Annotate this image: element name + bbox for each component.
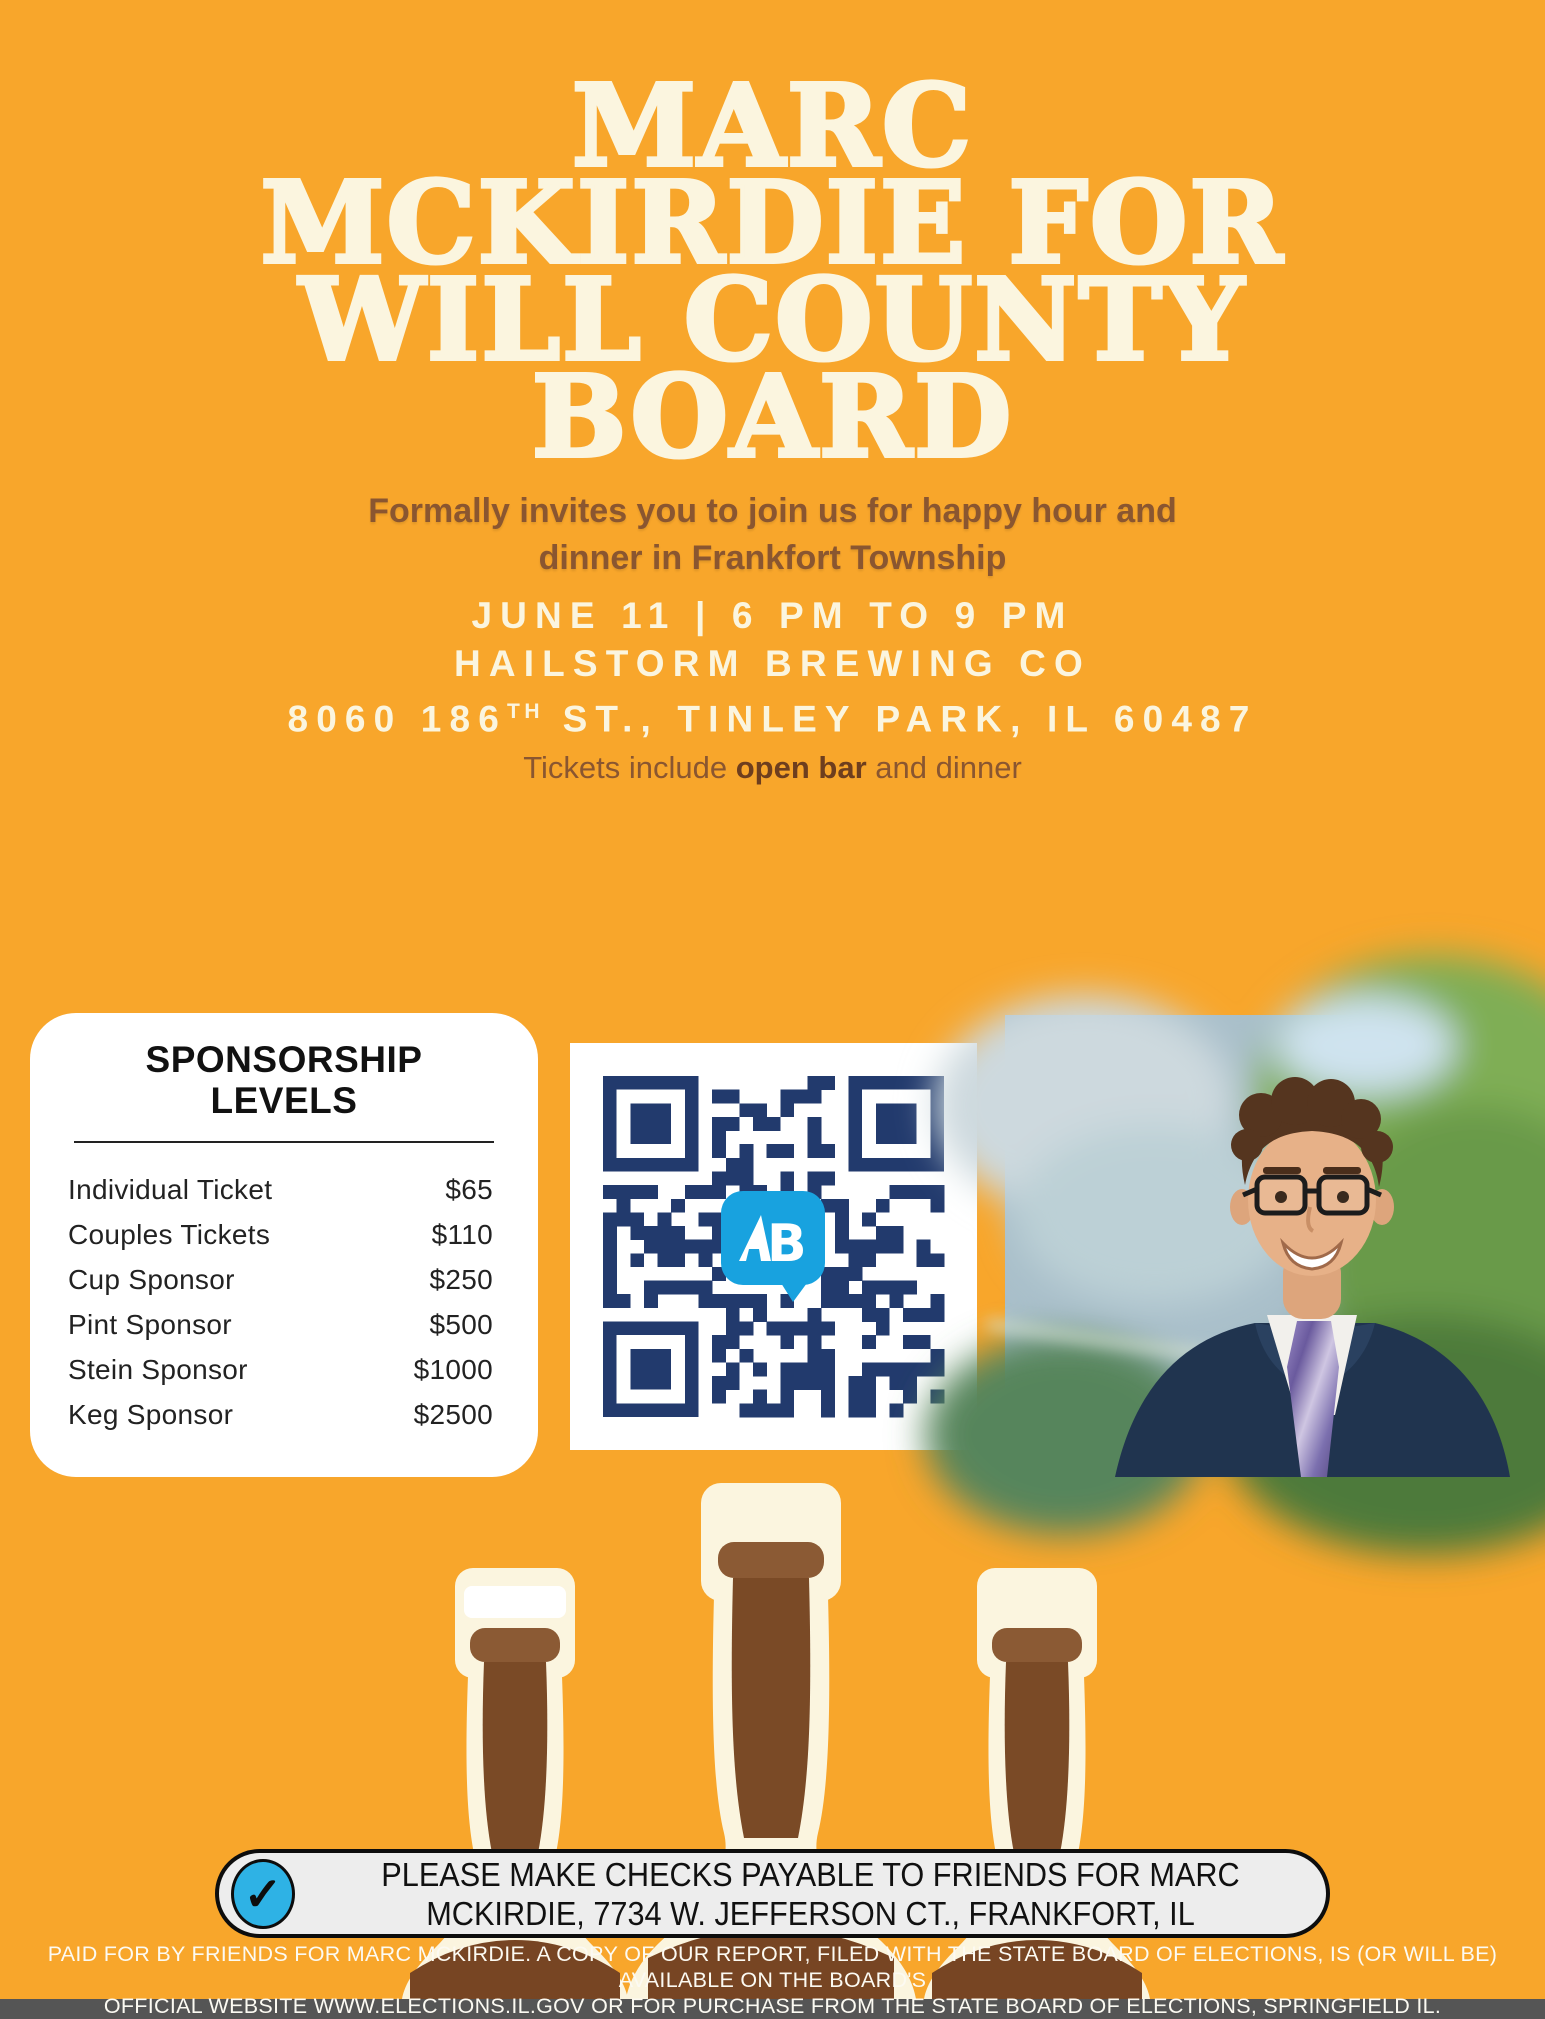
level-price: $250 bbox=[429, 1263, 493, 1295]
invitation-line-1: Formally invites you to join us for happy hour and bbox=[368, 492, 1177, 530]
level-label: Couples Tickets bbox=[68, 1218, 271, 1250]
level-price: $1000 bbox=[413, 1353, 493, 1385]
event-datetime: JUNE 11 | 6 PM TO 9 PM bbox=[471, 595, 1074, 636]
title-line-3: WILL COUNTY bbox=[299, 255, 1246, 386]
sponsorship-list bbox=[30, 1167, 538, 1437]
tickets-note: Tickets include open bar and dinner bbox=[523, 750, 1022, 785]
title-line-4: BOARD bbox=[531, 352, 1014, 483]
level-label: Stein Sponsor bbox=[68, 1353, 248, 1385]
invitation-line-2: dinner in Frankfort Township bbox=[538, 539, 1007, 577]
level-label: Pint Sponsor bbox=[68, 1308, 232, 1340]
check-icon: ✓ bbox=[231, 1859, 295, 1929]
disclaimer-line-2: OFFICIAL WEBSITE WWW.ELECTIONS.IL.GOV OR FOR PURCHASE FROM THE STATE BOARD OF ELECTIONS, SPRINGFIELD IL. bbox=[103, 1994, 1442, 2018]
invitation-text bbox=[0, 488, 1545, 582]
checks-line-1: PLEASE MAKE CHECKS PAYABLE TO FRIENDS FOR MARC bbox=[381, 1855, 1240, 1893]
level-label: Cup Sponsor bbox=[68, 1263, 235, 1295]
sponsorship-row bbox=[30, 1347, 538, 1392]
sponsorship-card bbox=[30, 1013, 538, 1477]
qr-card bbox=[570, 1043, 977, 1450]
sponsorship-row bbox=[30, 1302, 538, 1347]
checks-line-2: MCKIRDIE, 7734 W. JEFFERSON CT., FRANKFORT, IL bbox=[426, 1894, 1195, 1932]
divider bbox=[74, 1141, 494, 1143]
level-price: $2500 bbox=[413, 1398, 493, 1430]
address-superscript: TH bbox=[506, 700, 545, 723]
sponsorship-heading: SPONSORSHIP LEVELS bbox=[145, 1039, 423, 1121]
page-title bbox=[0, 61, 1545, 483]
title-line-2: MCKIRDIE FOR bbox=[260, 158, 1285, 289]
level-label: Keg Sponsor bbox=[68, 1398, 234, 1430]
level-label: Individual Ticket bbox=[68, 1173, 273, 1205]
level-price: $110 bbox=[431, 1218, 493, 1250]
svg-text:B: B bbox=[767, 1214, 807, 1274]
level-price: $500 bbox=[429, 1308, 493, 1340]
sponsorship-row bbox=[30, 1167, 538, 1212]
sponsorship-row bbox=[30, 1392, 538, 1437]
candidate-photo bbox=[1005, 1015, 1523, 1477]
checks-banner bbox=[215, 1849, 1330, 1938]
legal-disclaimer bbox=[0, 1941, 1545, 2019]
checks-banner-text bbox=[331, 1855, 1290, 1933]
title-line-1: MARC bbox=[571, 61, 974, 192]
event-venue: HAILSTORM BREWING CO bbox=[454, 643, 1091, 684]
open-bar-highlight: open bar bbox=[735, 750, 867, 785]
sponsorship-row bbox=[30, 1212, 538, 1257]
event-address: 8060 186TH ST., TINLEY PARK, IL 60487 bbox=[287, 698, 1258, 740]
disclaimer-line-1: PAID FOR BY FRIENDS FOR MARC MCKIRDIE. A COPY OF OUR REPORT, FILED WITH THE STATE BOARD OF ELECTIONS, IS (OR WILL BE) AVAILABLE ON THE BOARD'S bbox=[47, 1942, 1498, 1992]
sponsorship-row bbox=[30, 1257, 538, 1302]
actblue-logo-icon bbox=[719, 1189, 827, 1304]
event-details bbox=[0, 592, 1545, 743]
level-price: $65 bbox=[445, 1173, 493, 1205]
